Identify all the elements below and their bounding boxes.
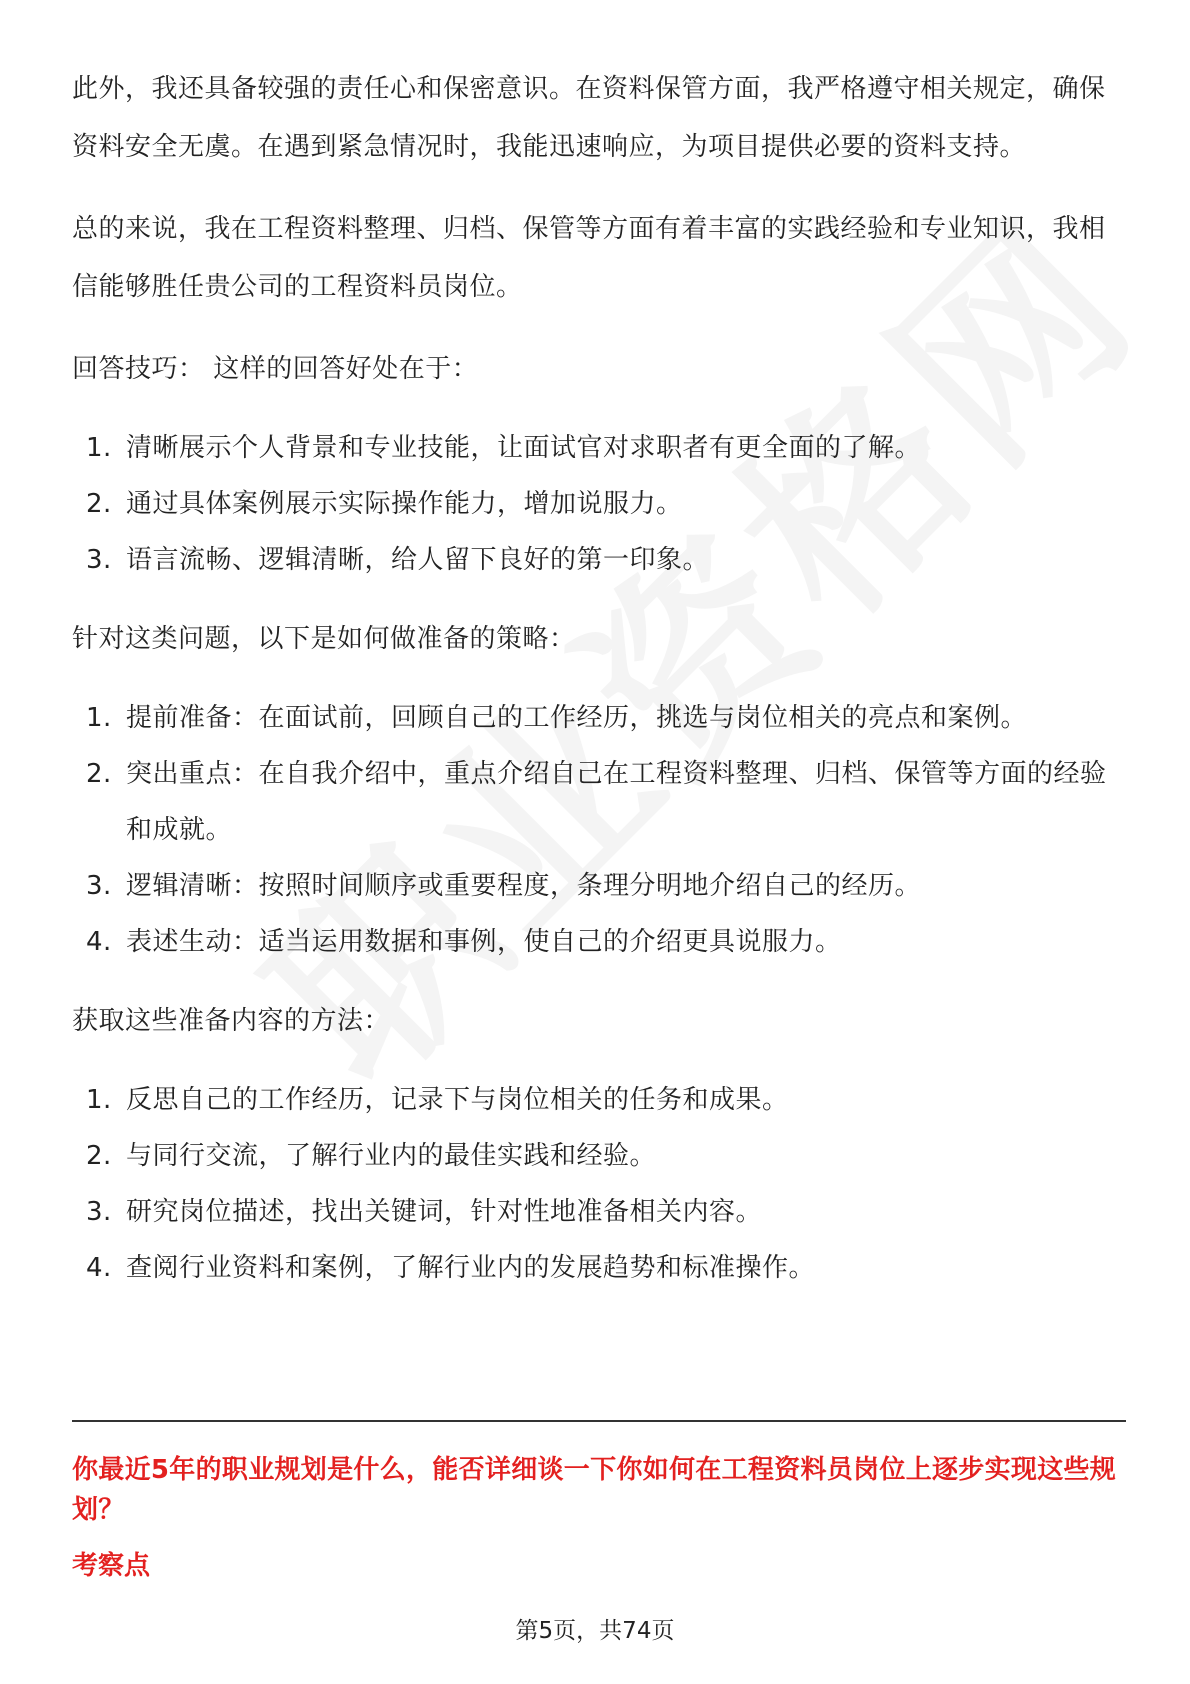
list-text: 反思自己的工作经历，记录下与岗位相关的任务和成果。 [126, 1085, 789, 1115]
list-item [72, 420, 1122, 476]
paragraph-summary: 总的来说，我在工程资料整理、归档、保管等方面有着丰富的实践经验和专业知识，我相信能够胜任贵公司的工程资料员岗位。 [72, 214, 1106, 302]
list-text: 语言流畅、逻辑清晰，给人留下良好的第一印象。 [126, 545, 710, 575]
list-number: 3. [86, 1197, 112, 1227]
benefits-list [72, 420, 1122, 588]
list-item [72, 858, 1122, 914]
list-item [72, 914, 1122, 970]
question-heading: 你最近5年的职业规划是什么，能否详细谈一下你如何在工程资料员岗位上逐步实现这些规划？ [72, 1455, 1117, 1525]
list-item [72, 1128, 1122, 1184]
list-text: 突出重点：在自我介绍中，重点介绍自己在工程资料整理、归档、保管等方面的经验和成就。 [126, 759, 1107, 845]
methods-list [72, 1072, 1122, 1296]
section-title: 考察点 [72, 1551, 151, 1581]
list-number: 2. [86, 759, 112, 789]
list-number: 1. [86, 433, 112, 463]
list-number: 4. [86, 927, 112, 957]
list-text: 查阅行业资料和案例，了解行业内的发展趋势和标准操作。 [126, 1253, 816, 1283]
list-text: 研究岗位描述，找出关键词，针对性地准备相关内容。 [126, 1197, 763, 1227]
list-number: 2. [86, 489, 112, 519]
strategy-list [72, 690, 1122, 970]
list-text: 清晰展示个人背景和专业技能，让面试官对求职者有更全面的了解。 [126, 433, 922, 463]
list-text: 提前准备：在面试前，回顾自己的工作经历，挑选与岗位相关的亮点和案例。 [126, 703, 1028, 733]
list-item [72, 532, 1122, 588]
paragraph-answer-tips: 回答技巧： 这样的回答好处在于： [72, 354, 479, 384]
page-number: 第5页，共74页 [515, 1618, 675, 1644]
list-text: 表述生动：适当运用数据和事例，使自己的介绍更具说服力。 [126, 927, 842, 957]
list-number: 1. [86, 703, 112, 733]
list-item [72, 476, 1122, 532]
list-item [72, 1072, 1122, 1128]
list-text: 与同行交流，了解行业内的最佳实践和经验。 [126, 1141, 657, 1171]
list-text: 逻辑清晰：按照时间顺序或重要程度，条理分明地介绍自己的经历。 [126, 871, 922, 901]
list-number: 2. [86, 1141, 112, 1171]
list-number: 3. [86, 545, 112, 575]
paragraph-responsibility: 此外，我还具备较强的责任心和保密意识。在资料保管方面，我严格遵守相关规定，确保资料安全无虞。在遇到紧急情况时，我能迅速响应，为项目提供必要的资料支持。 [72, 74, 1106, 162]
list-item [72, 690, 1122, 746]
list-number: 4. [86, 1253, 112, 1283]
list-number: 1. [86, 1085, 112, 1115]
list-text: 通过具体案例展示实际操作能力，增加说服力。 [126, 489, 683, 519]
page-content [72, 60, 1122, 1296]
paragraph-strategy-intro: 针对这类问题，以下是如何做准备的策略： [72, 624, 576, 654]
section-divider [72, 1420, 1126, 1422]
list-item [72, 1184, 1122, 1240]
list-number: 3. [86, 871, 112, 901]
list-item [72, 746, 1122, 858]
paragraph-methods-intro: 获取这些准备内容的方法： [72, 1006, 391, 1036]
list-item [72, 1240, 1122, 1296]
